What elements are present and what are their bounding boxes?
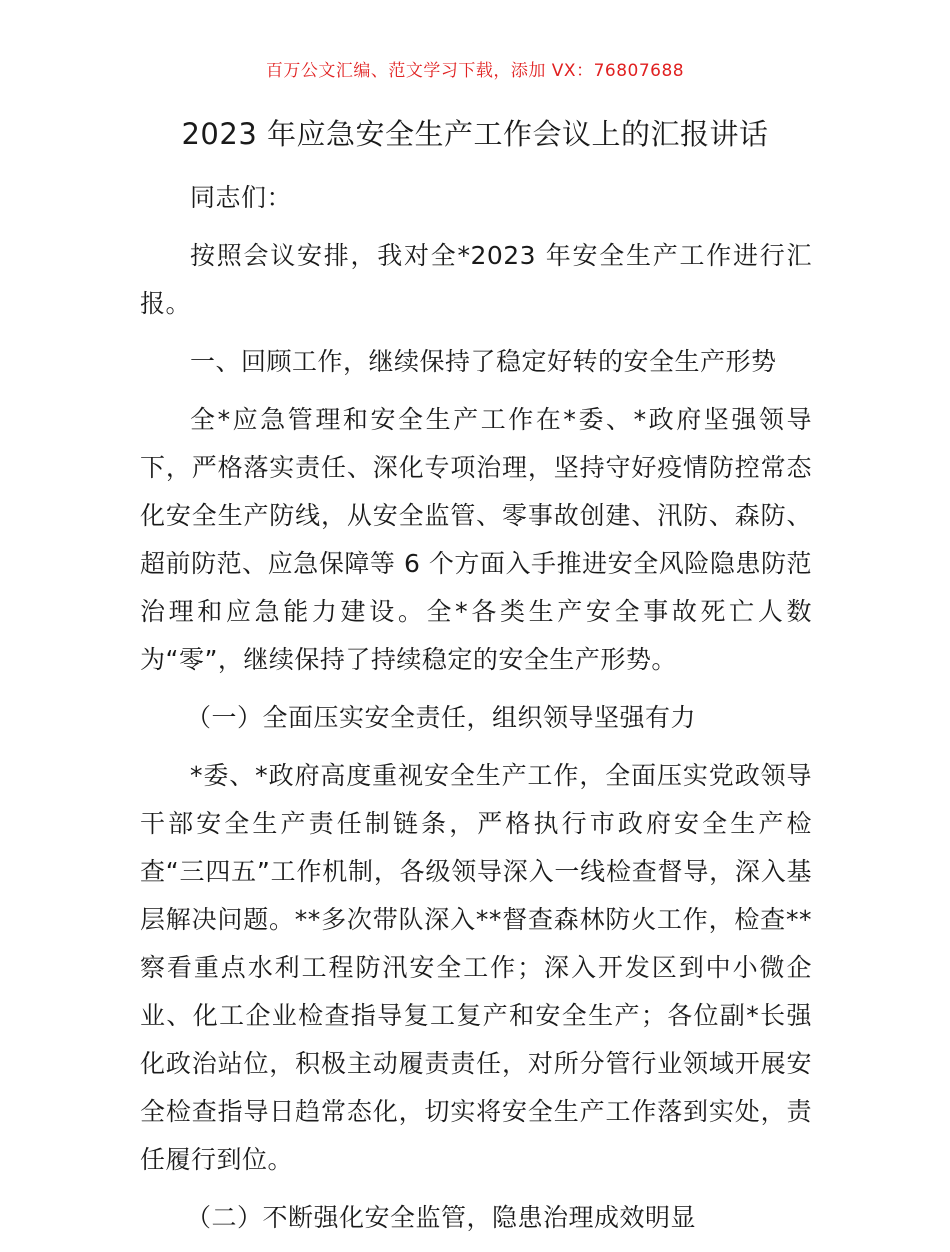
body-paragraph-1: 全*应急管理和安全生产工作在*委、*政府坚强领导下，严格落实责任、深化专项治理，坚持守好疫情防控常态化安全生产防线，从安全监管、零事故创建、汛防、森防、超前防范、应急保障等 6 个方面入手推进安全风险隐患防范治理和应急能力建设。全*各类生产安全事故死亡人数为“零”，继续保持了持续稳定的安全生产形势。 xyxy=(140,405,812,674)
subsection-heading-1: （一）全面压实安全责任，组织领导坚强有力 xyxy=(186,703,697,732)
salutation: 同志们： xyxy=(190,183,293,212)
section-heading-1: 一、回顾工作，继续保持了稳定好转的安全生产形势 xyxy=(190,347,777,376)
document-title: 2023 年应急安全生产工作会议上的汇报讲话 xyxy=(181,117,769,151)
intro-paragraph: 按照会议安排，我对全*2023 年安全生产工作进行汇报。 xyxy=(140,241,812,318)
watermark-text: 百万公文汇编、范文学习下载，添加 VX：76807688 xyxy=(265,61,685,81)
document-body xyxy=(140,174,812,1252)
body-paragraph-2: *委、*政府高度重视安全生产工作，全面压实党政领导干部安全生产责任制链条，严格执行市政府安全生产检查“三四五”工作机制，各级领导深入一线检查督导，深入基层解决问题。**多次带队深入**督查森林防火工作，检查**察看重点水利工程防汛安全工作；深入开发区到中小微企业、化工企业检查指导复工复产和安全生产；各位副*长强化政治站位，积极主动履责责任，对所分管行业领域开展安全检查指导日趋常态化，切实将安全生产工作落到实处，责任履行到位。 xyxy=(140,761,812,1174)
subsection-heading-2: （二）不断强化安全监管，隐患治理成效明显 xyxy=(186,1203,697,1232)
